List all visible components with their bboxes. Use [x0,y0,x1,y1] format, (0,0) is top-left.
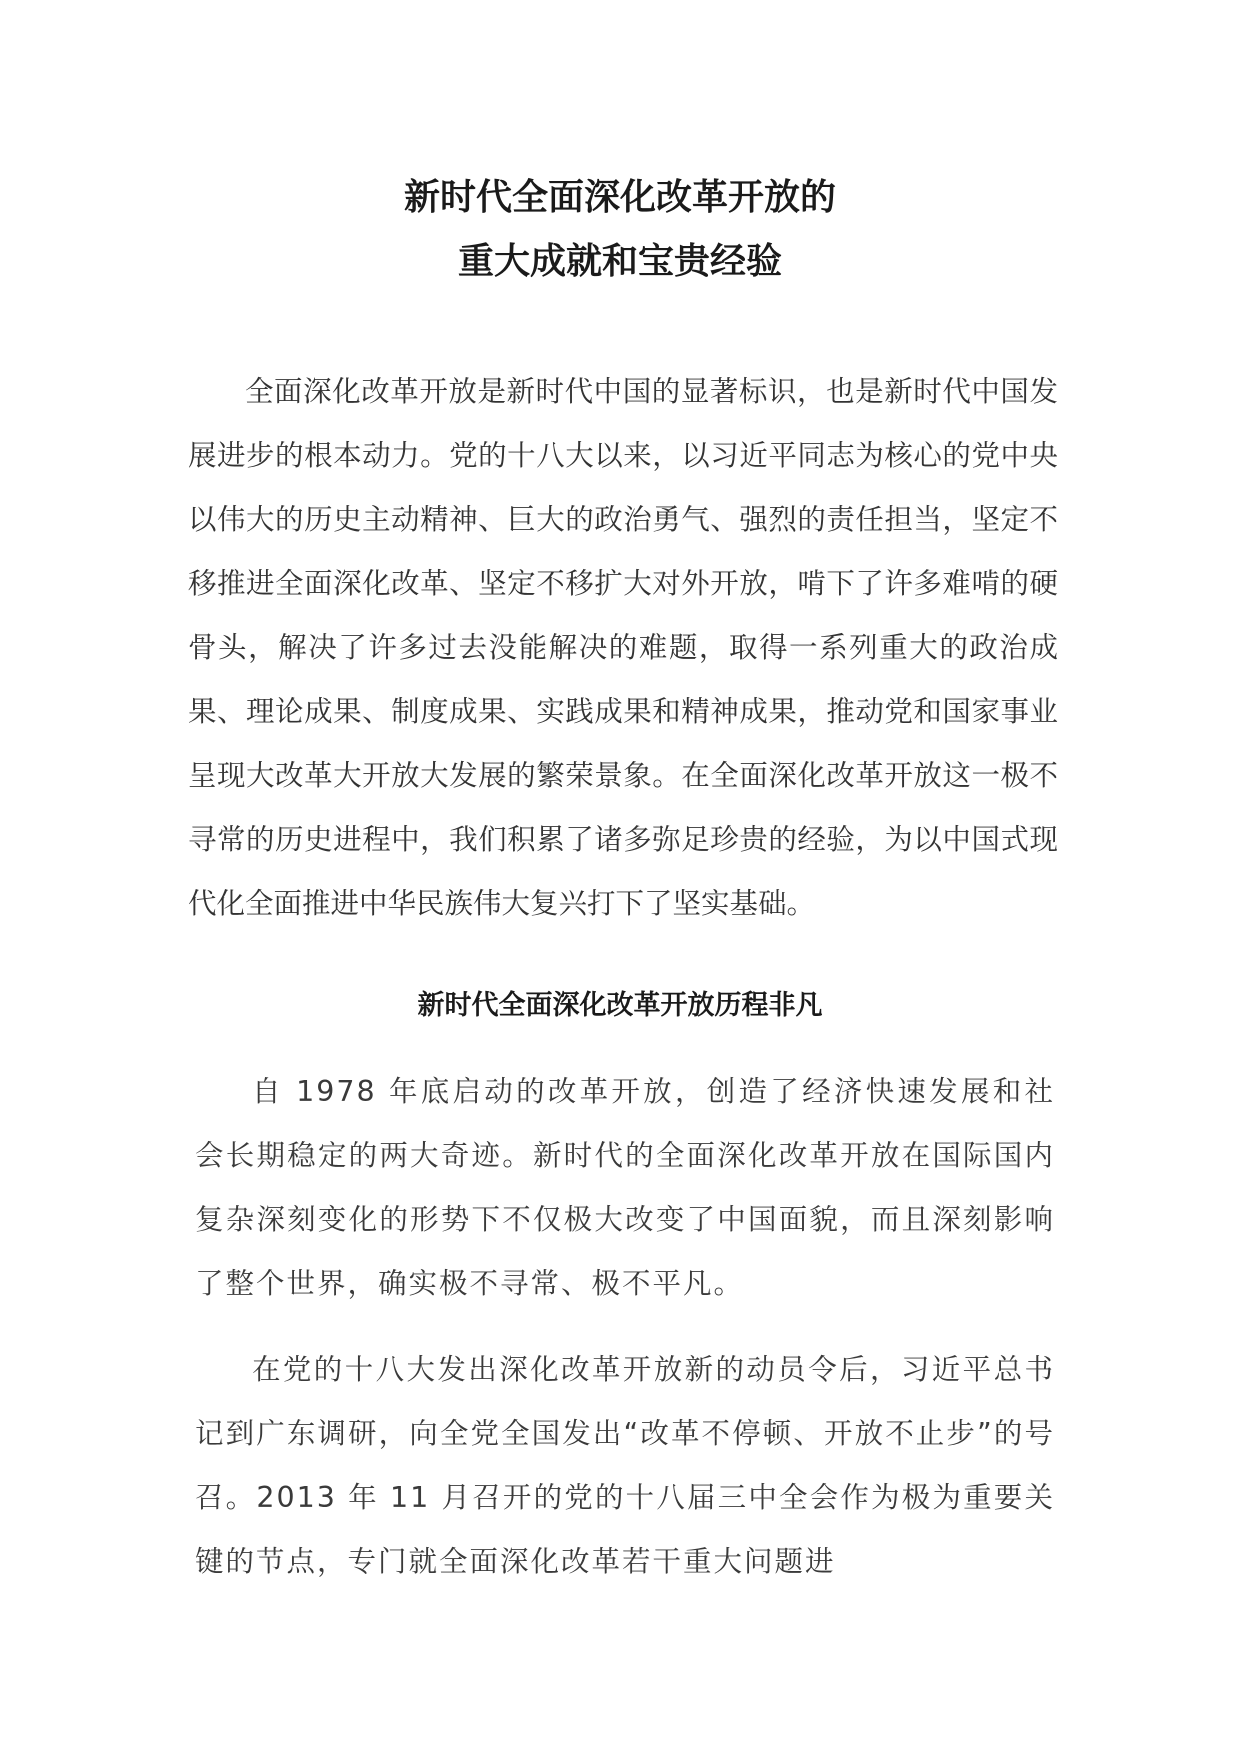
document-title-line-2: 重大成就和宝贵经验 [457,241,782,282]
section-paragraph-2: 在党的十八大发出深化改革开放新的动员令后，习近平总书记到广东调研，向全党全国发出“改革不停顿、开放不止步”的号召。2013 年 11 月召开的党的十八届三中全会作为极为重要关键的节点，专门就全面深化改革若干重大问题进 [195,1353,1055,1578]
intro-paragraph: 全面深化改革开放是新时代中国的显著标识，也是新时代中国发展进步的根本动力。党的十八大以来，以习近平同志为核心的党中央以伟大的历史主动精神、巨大的政治勇气、强烈的责任担当，坚定不移推进全面深化改革、坚定不移扩大对外开放，啃下了许多难啃的硬骨头，解决了许多过去没能解决的难题，取得一系列重大的政治成果、理论成果、制度成果、实践成果和精神成果，推动党和国家事业呈现大改革大开放大发展的繁荣景象。在全面深化改革开放这一极不寻常的历史进程中，我们积累了诸多弥足珍贵的经验，为以中国式现代化全面推进中华民族伟大复兴打下了坚实基础。 [188,375,1058,920]
section-heading: 新时代全面深化改革开放历程非凡 [417,990,823,1021]
section-paragraph-1: 自 1978 年底启动的改革开放，创造了经济快速发展和社会长期稳定的两大奇迹。新时代的全面深化改革开放在国际国内复杂深刻变化的形势下不仅极大改变了中国面貌，而且深刻影响了整个世界，确实极不寻常、极不平凡。 [195,1075,1055,1300]
document-title-line-1: 新时代全面深化改革开放的 [403,177,836,218]
